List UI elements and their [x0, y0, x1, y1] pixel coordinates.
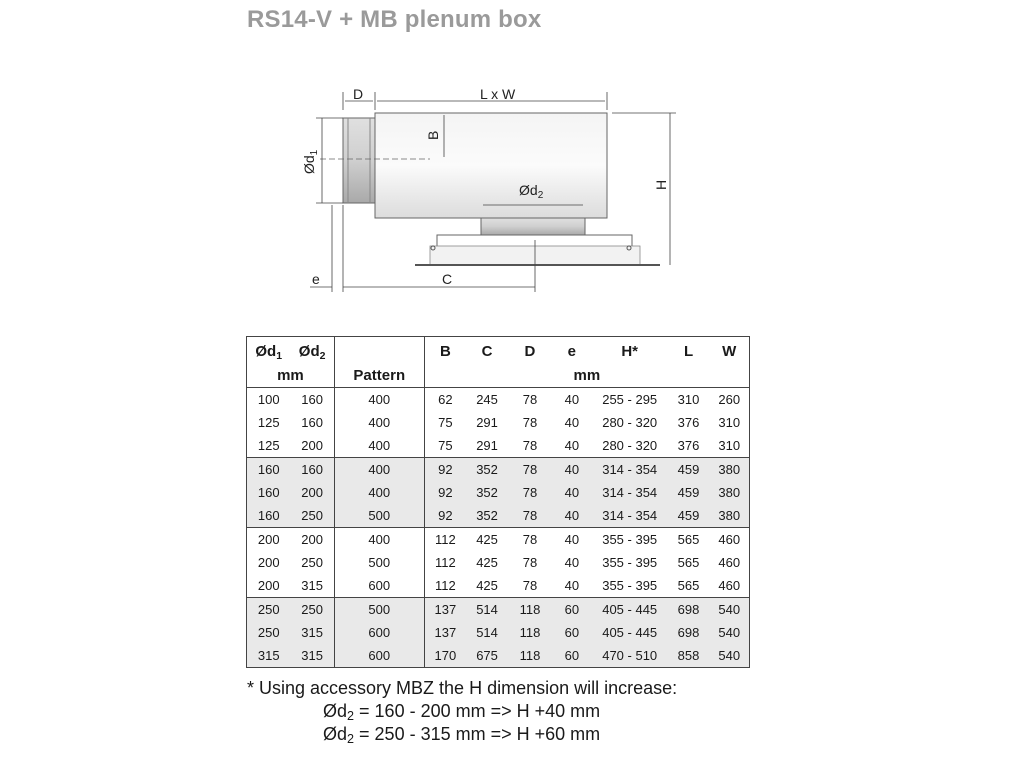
cell-w: 310 — [718, 415, 741, 430]
cell-l: 858 — [668, 644, 710, 668]
cell-l: 376 — [677, 438, 700, 453]
cell-b: 92 — [424, 458, 466, 482]
cell-c: 514 — [466, 621, 508, 644]
cell-l: 565 — [677, 555, 700, 570]
cell-l: 310 — [677, 392, 700, 407]
footnote-line-2: $Ød_2 = 160 - 200$ mm => H +40 mm — [323, 701, 601, 723]
cell-d2: 315 — [290, 644, 334, 668]
cell-l: 565 — [668, 528, 710, 552]
cell-d: 118 — [508, 644, 552, 668]
table-row — [247, 481, 750, 504]
cell-d1: 250 — [247, 598, 291, 622]
cell-d: 78 — [508, 481, 552, 504]
cell-pattern: 400 — [334, 434, 424, 458]
table-row — [247, 411, 750, 434]
header-d1: $Ød_1$ — [255, 342, 283, 362]
cell-w: 460 — [718, 555, 741, 570]
table-row — [247, 528, 750, 552]
cell-l: 698 — [668, 598, 710, 622]
cell-d: 78 — [522, 415, 538, 430]
cell-h: 314 - 354 — [592, 481, 668, 504]
dim-b-label: B — [425, 130, 441, 140]
cell-d: 78 — [522, 555, 538, 570]
cell-h: 314 - 354 — [592, 504, 668, 528]
dim-c-label: C — [442, 271, 453, 287]
cell-h: 355 - 395 — [602, 578, 658, 593]
cell-d: 118 — [508, 621, 552, 644]
cell-d1: 160 — [247, 458, 291, 482]
cell-h: 255 - 295 — [602, 392, 658, 407]
dim-e-label: e — [312, 271, 320, 287]
table-row — [247, 598, 750, 622]
cell-h: 405 - 445 — [592, 621, 668, 644]
cell-d: 78 — [508, 504, 552, 528]
bottom-spigot — [481, 218, 585, 235]
cell-pattern: 600 — [334, 574, 424, 598]
cell-b: 62 — [424, 388, 466, 412]
table-row — [247, 551, 750, 574]
cell-b: 75 — [424, 411, 466, 434]
cell-d1: 125 — [257, 415, 280, 430]
cell-d1: 315 — [247, 644, 291, 668]
cell-h: 280 - 320 — [602, 438, 658, 453]
cell-e: 40 — [552, 504, 592, 528]
cell-h: 355 - 395 — [592, 528, 668, 552]
cell-b: 92 — [424, 481, 466, 504]
header-c: C — [481, 342, 493, 360]
cell-l: 698 — [668, 621, 710, 644]
cell-pattern: 600 — [334, 644, 424, 668]
cell-l: 459 — [668, 504, 710, 528]
cell-w: 460 — [718, 578, 741, 593]
plenum-box-body — [375, 113, 607, 218]
cell-pattern: 500 — [334, 551, 424, 574]
cell-c: 514 — [466, 598, 508, 622]
cell-h: 470 - 510 — [592, 644, 668, 668]
header-w: W — [722, 342, 737, 360]
header-h: H* — [621, 342, 639, 360]
plenum-box-drawing — [290, 80, 690, 300]
cell-w: 460 — [709, 528, 749, 552]
cell-e: 40 — [564, 578, 580, 593]
cell-w: 380 — [709, 504, 749, 528]
cell-pattern: 500 — [334, 598, 424, 622]
table-row — [247, 574, 750, 598]
cell-d2: 160 — [290, 458, 334, 482]
cell-c: 675 — [466, 644, 508, 668]
table-row — [247, 388, 750, 412]
cell-e: 40 — [552, 481, 592, 504]
cell-b: 137 — [424, 621, 466, 644]
cell-d: 78 — [522, 438, 538, 453]
cell-e: 40 — [564, 392, 580, 407]
cell-w: 380 — [709, 458, 749, 482]
cell-e: 40 — [552, 458, 592, 482]
cell-e: 40 — [564, 415, 580, 430]
dimension-table — [246, 336, 750, 668]
cell-d: 78 — [508, 528, 552, 552]
cell-c: 425 — [466, 528, 508, 552]
cell-d1: 250 — [247, 621, 291, 644]
cell-e: 60 — [552, 644, 592, 668]
table-row — [247, 434, 750, 458]
cell-w: 540 — [709, 598, 749, 622]
table-row — [247, 644, 750, 668]
cell-h: 314 - 354 — [592, 458, 668, 482]
cell-d2: 250 — [290, 598, 334, 622]
cell-l: 459 — [668, 458, 710, 482]
cell-d1: 200 — [257, 555, 280, 570]
cell-c: 291 — [476, 415, 498, 430]
cell-b: 112 — [424, 574, 466, 598]
cell-w: 310 — [718, 438, 741, 453]
cell-l: 459 — [668, 481, 710, 504]
cell-d2: 160 — [301, 392, 323, 407]
cell-d2: 250 — [301, 555, 323, 570]
cell-pattern: 400 — [334, 388, 424, 412]
cell-d2: 315 — [290, 621, 334, 644]
cell-d1: 100 — [257, 392, 280, 407]
cell-c: 245 — [476, 392, 498, 407]
cell-c: 352 — [466, 458, 508, 482]
cell-e: 60 — [552, 598, 592, 622]
dim-lxw-label: L x W — [480, 86, 516, 102]
cell-pattern: 400 — [334, 481, 424, 504]
cell-c: 352 — [466, 481, 508, 504]
cell-d: 78 — [508, 458, 552, 482]
cell-pattern: 400 — [334, 458, 424, 482]
header-mm-left: mm — [247, 363, 335, 388]
table-row — [247, 504, 750, 528]
cell-l: 565 — [677, 578, 700, 593]
cell-w: 380 — [709, 481, 749, 504]
footnote-line-3: $Ød_2 = 250 - 315$ mm => H +60 mm — [323, 724, 601, 746]
header-b: B — [424, 337, 466, 364]
cell-h: 405 - 445 — [592, 598, 668, 622]
cell-d1: 160 — [247, 481, 291, 504]
dim-d-label: D — [353, 86, 364, 102]
cell-d2: 315 — [301, 578, 323, 593]
cell-e: 60 — [552, 621, 592, 644]
cell-e: 40 — [564, 438, 580, 453]
header-e: e — [567, 342, 577, 360]
cell-b: 170 — [424, 644, 466, 668]
cell-d1: 200 — [257, 578, 280, 593]
dim-h-label: H — [653, 179, 669, 190]
cell-pattern: 600 — [334, 621, 424, 644]
dim-d2-label: $Ød_2$ — [519, 182, 544, 201]
table-row — [247, 458, 750, 482]
cell-d2: 200 — [290, 481, 334, 504]
table-row — [247, 621, 750, 644]
cell-b: 112 — [424, 528, 466, 552]
cell-w: 260 — [718, 392, 741, 407]
header-pattern: Pattern — [334, 363, 424, 388]
cell-c: 425 — [476, 555, 498, 570]
cell-h: 355 - 395 — [602, 555, 658, 570]
cell-d2: 200 — [290, 528, 334, 552]
cell-h: 280 - 320 — [602, 415, 658, 430]
cell-c: 352 — [466, 504, 508, 528]
cell-b: 92 — [424, 504, 466, 528]
cell-c: 425 — [476, 578, 498, 593]
cell-pattern: 400 — [334, 528, 424, 552]
cell-d: 78 — [522, 392, 538, 407]
cell-b: 137 — [424, 598, 466, 622]
footnote — [247, 677, 677, 746]
cell-pattern: 500 — [334, 504, 424, 528]
page-title: RS14-V + MB plenum box — [247, 6, 542, 33]
cell-pattern: 400 — [334, 411, 424, 434]
cell-d: 118 — [508, 598, 552, 622]
cell-b: 112 — [424, 551, 466, 574]
dim-d1-label: $Ød_1$ — [301, 149, 320, 174]
cell-d1: 160 — [247, 504, 291, 528]
cell-w: 540 — [709, 644, 749, 668]
cell-e: 40 — [564, 555, 580, 570]
header-d: D — [524, 342, 536, 360]
footnote-line-1: * Using accessory MBZ the H dimension will increase: — [247, 678, 678, 698]
header-l: L — [683, 342, 694, 360]
cell-d2: 250 — [290, 504, 334, 528]
cell-w: 540 — [709, 621, 749, 644]
cell-b: 75 — [424, 434, 466, 458]
cell-e: 40 — [552, 528, 592, 552]
cell-d2: 160 — [301, 415, 323, 430]
cell-d1: 200 — [247, 528, 291, 552]
cell-l: 376 — [677, 415, 700, 430]
header-d2: $Ød_2$ — [298, 342, 326, 362]
cell-d2: 200 — [301, 438, 323, 453]
cell-c: 291 — [476, 438, 498, 453]
header-mm-right: mm — [424, 363, 749, 388]
cell-d: 78 — [522, 578, 538, 593]
cell-d1: 125 — [257, 438, 280, 453]
